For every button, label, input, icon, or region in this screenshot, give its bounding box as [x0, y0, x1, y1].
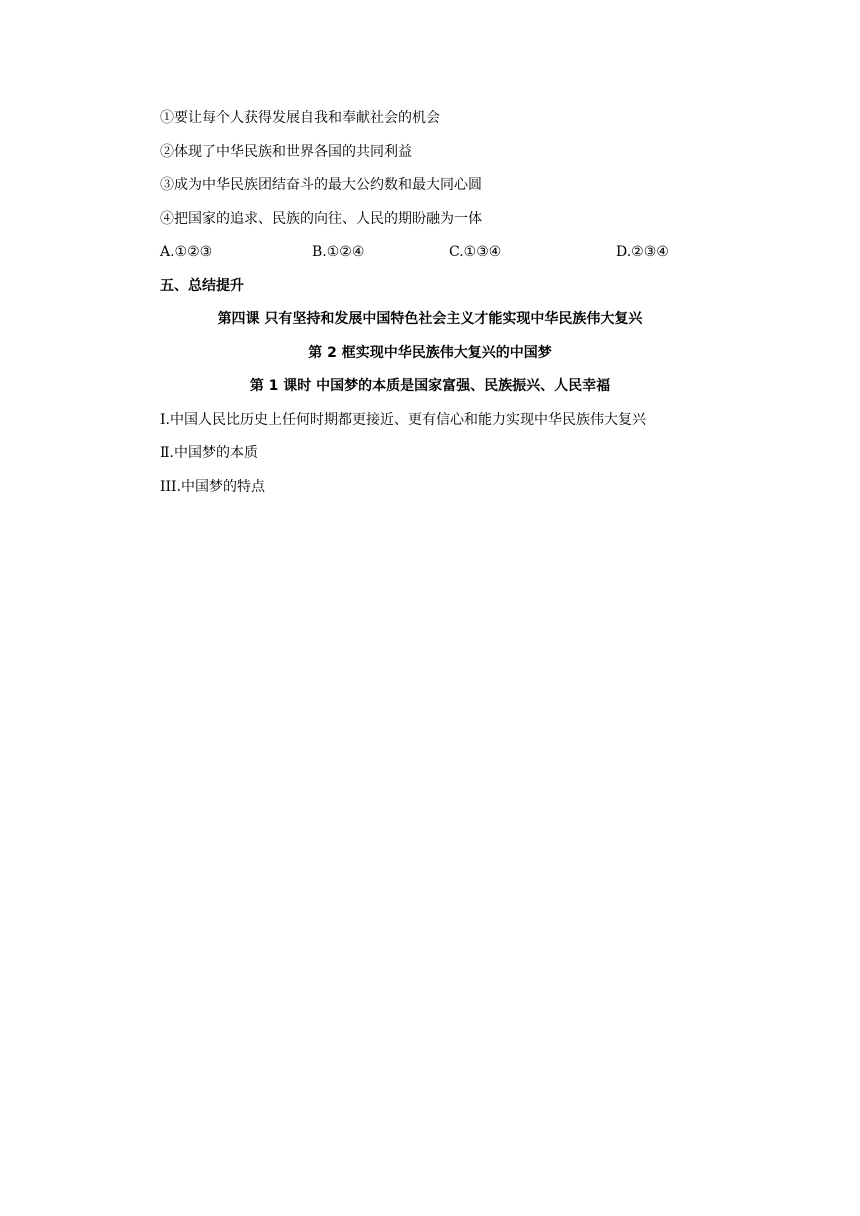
- answer-options: [160, 242, 700, 262]
- option-d: D.②③④: [616, 244, 669, 260]
- section-title: 五、总结提升: [160, 277, 244, 294]
- statement-4: ④把国家的追求、民族的向往、人民的期盼融为一体: [160, 210, 482, 227]
- summary-point-1: Ⅰ.中国人民比历史上任何时期都更接近、更有信心和能力实现中华民族伟大复兴: [160, 411, 646, 428]
- summary-point-3: III.中国梦的特点: [160, 478, 266, 495]
- period-title: 第 1 课时 中国梦的本质是国家富强、民族振兴、人民幸福: [249, 378, 611, 394]
- statement-1: ①要让每个人获得发展自我和奉献社会的机会: [160, 110, 440, 126]
- statement-3: ③成为中华民族团结奋斗的最大公约数和最大同心圆: [160, 177, 482, 193]
- summary-point-2: Ⅱ.中国梦的本质: [160, 445, 258, 461]
- option-b: B.①②④: [312, 244, 365, 260]
- option-c: C.①③④: [449, 244, 502, 260]
- option-a: A.①②③: [160, 244, 213, 260]
- frame-title: 第 2 框实现中华民族伟大复兴的中国梦: [308, 344, 552, 361]
- document-page: [160, 108, 700, 510]
- lesson-title: 第四课 只有坚持和发展中国特色社会主义才能实现中华民族伟大复兴: [217, 311, 643, 327]
- statement-2: ②体现了中华民族和世界各国的共同利益: [160, 143, 412, 160]
